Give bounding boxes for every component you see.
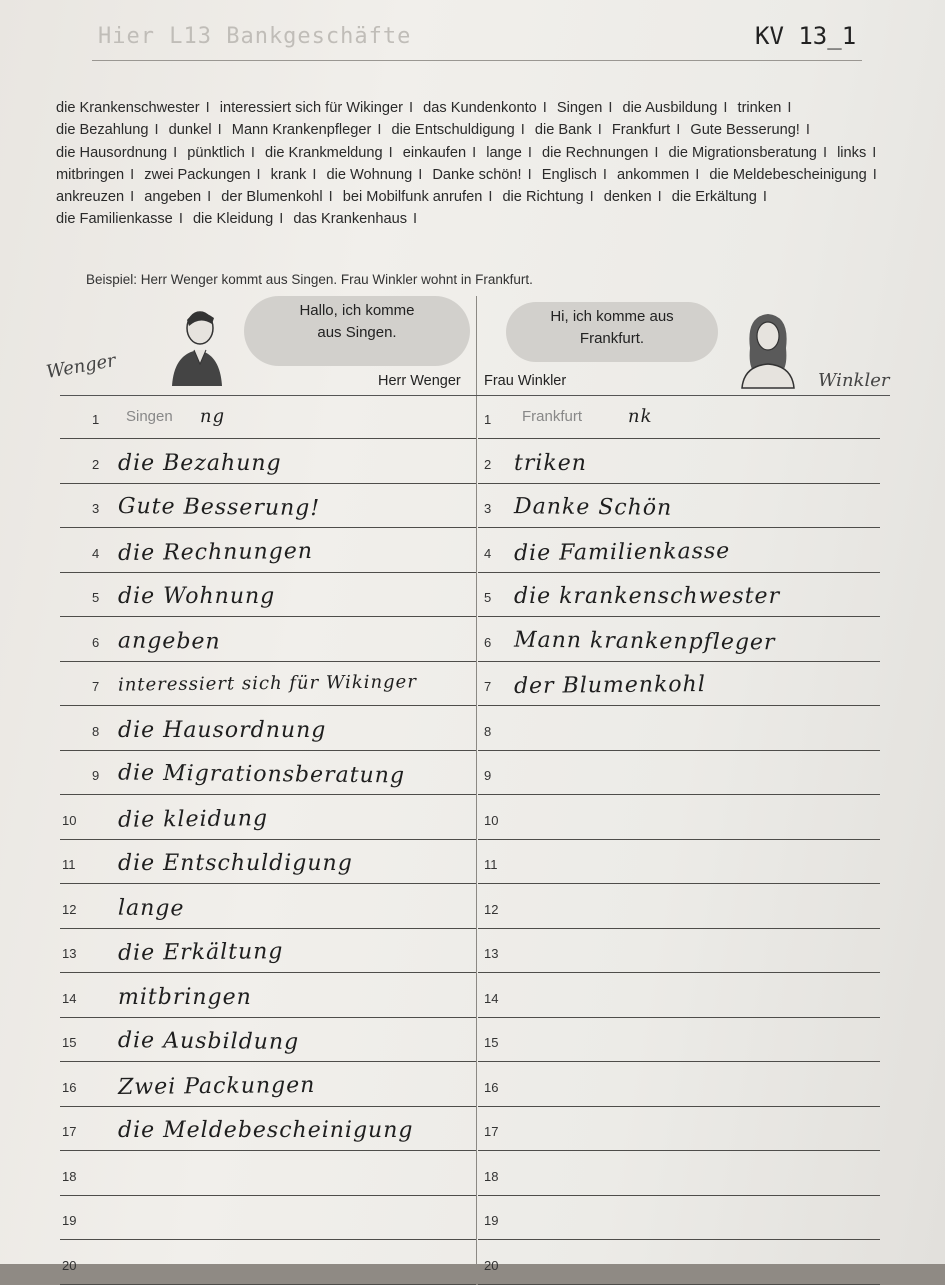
row-number: 7 xyxy=(92,679,100,694)
answer-line xyxy=(60,1061,476,1062)
handwritten-answer: die Rechnungen xyxy=(117,538,314,566)
row-number: 16 xyxy=(62,1079,77,1095)
row-number: 6 xyxy=(92,634,100,650)
word-box-item: die Erkältung xyxy=(671,189,757,206)
answer-line xyxy=(60,972,476,973)
word-separator: I xyxy=(418,166,423,183)
header-title: Hier L13 Bankgeschäfte xyxy=(98,24,412,49)
answer-line xyxy=(478,705,880,706)
row-number: 1 xyxy=(484,412,492,427)
answer-line xyxy=(60,616,476,617)
printed-example-word: Frankfurt xyxy=(522,408,583,425)
answer-line xyxy=(60,527,476,528)
handwritten-answer: lange xyxy=(117,895,185,921)
row-number: 9 xyxy=(92,768,100,783)
word-separator: I xyxy=(597,122,602,139)
word-separator: I xyxy=(872,144,877,161)
word-box-item: die Rechnungen xyxy=(542,144,649,161)
row-number: 20 xyxy=(484,1257,499,1273)
handwritten-answer: die Ausbildung xyxy=(117,1028,300,1055)
word-separator: I xyxy=(178,211,183,228)
answer-line xyxy=(478,839,880,840)
word-separator: I xyxy=(312,166,317,183)
answer-line xyxy=(478,1106,880,1107)
word-box-item: das Krankenhaus xyxy=(293,211,407,228)
word-separator: I xyxy=(217,122,222,139)
column-header-frau-winkler: Frau Winkler xyxy=(484,373,567,389)
handwritten-answer: die Wohnung xyxy=(118,584,276,609)
word-box-item: denken xyxy=(603,189,652,206)
word-box-item: Englisch xyxy=(541,166,597,183)
answer-line xyxy=(478,972,880,973)
word-box-item: Frankfurt xyxy=(611,122,671,139)
word-separator: I xyxy=(413,211,418,228)
word-separator: I xyxy=(205,100,210,116)
word-separator: I xyxy=(602,166,607,183)
row-number: 2 xyxy=(92,456,100,472)
row-number: 18 xyxy=(484,1168,499,1184)
answer-line xyxy=(60,1106,476,1107)
bubble-right-line-1: Hi, ich komme aus xyxy=(550,308,674,325)
answer-line xyxy=(60,1150,476,1151)
answer-line xyxy=(478,883,880,884)
word-box-item: lange xyxy=(486,144,522,161)
word-box-item: trinken xyxy=(737,100,782,116)
row-number: 4 xyxy=(92,545,100,561)
word-separator: I xyxy=(527,144,532,161)
row-number: 20 xyxy=(62,1257,77,1273)
word-separator: I xyxy=(589,189,594,206)
row-number: 7 xyxy=(484,679,492,694)
word-separator: I xyxy=(723,100,728,116)
word-box-item: die Bank xyxy=(534,122,592,139)
word-box-item: bei Mobilfunk anrufen xyxy=(342,189,483,206)
header-rule xyxy=(92,60,862,61)
answer-line xyxy=(60,750,476,751)
answer-line xyxy=(60,1284,476,1285)
row-number: 12 xyxy=(62,901,77,917)
answer-line xyxy=(478,1150,880,1151)
word-separator: I xyxy=(676,122,681,139)
word-separator: I xyxy=(388,144,393,161)
word-box-item: zwei Packungen xyxy=(144,166,251,183)
printed-example-word: Singen xyxy=(126,408,173,425)
handwritten-answer: interessiert sich für Wikinger xyxy=(117,671,417,696)
answer-line xyxy=(60,883,476,884)
word-box-item: die Richtung xyxy=(502,189,584,206)
word-box-item: das Kundenkonto xyxy=(423,100,537,116)
answer-line xyxy=(60,438,476,439)
handwritten-answer: ng xyxy=(199,405,226,428)
man-figure-icon xyxy=(168,304,224,386)
handwritten-answer: Danke Schön xyxy=(513,494,673,521)
word-separator: I xyxy=(279,211,284,228)
bubble-left-line-2: aus Singen. xyxy=(317,324,397,341)
row-number: 8 xyxy=(484,723,492,739)
word-separator: I xyxy=(695,166,700,183)
word-separator: I xyxy=(787,100,792,116)
answer-line xyxy=(478,527,880,528)
word-separator: I xyxy=(520,122,525,139)
word-separator: I xyxy=(130,189,135,206)
word-separator: I xyxy=(207,189,212,206)
word-separator: I xyxy=(250,144,255,161)
speech-bubble-left xyxy=(244,296,470,366)
word-box-item: die Bezahlung xyxy=(56,122,149,139)
row-number: 10 xyxy=(484,812,499,828)
handwritten-answer: Mann krankenpfleger xyxy=(513,627,776,655)
row-number: 17 xyxy=(62,1124,77,1139)
row-number: 5 xyxy=(92,590,100,605)
word-box-item: die Hausordnung xyxy=(56,144,168,161)
word-separator: I xyxy=(256,166,261,183)
handwritten-answer: der Blumenkohl xyxy=(513,671,706,700)
word-box-item: die Kleidung xyxy=(192,211,274,228)
bubble-left-line-1: Hallo, ich komme xyxy=(299,302,415,319)
row-number: 17 xyxy=(484,1124,499,1139)
row-number: 14 xyxy=(484,990,499,1006)
word-box-item: Gute Besserung! xyxy=(690,122,800,139)
word-box-item: die Ausbildung xyxy=(622,100,718,116)
row-number: 4 xyxy=(484,545,492,561)
word-box-item: ankreuzen xyxy=(56,189,125,206)
word-box-item: einkaufen xyxy=(402,144,467,161)
handwritten-answer: die Hausordnung xyxy=(118,717,327,743)
word-separator: I xyxy=(527,166,532,183)
word-separator: I xyxy=(872,166,877,183)
word-box-item: die Migrationsberatung xyxy=(668,144,817,161)
woman-figure-icon xyxy=(740,308,796,388)
word-box-item: die Wohnung xyxy=(326,166,413,183)
column-header-herr-wenger: Herr Wenger xyxy=(378,373,461,389)
word-separator: I xyxy=(608,100,613,116)
answer-line xyxy=(478,1017,880,1018)
row-number: 1 xyxy=(92,412,100,427)
answer-line xyxy=(478,1195,880,1196)
word-separator: I xyxy=(805,122,810,139)
speech-bubble-right xyxy=(506,302,718,362)
word-box-item: dunkel xyxy=(168,122,212,139)
answer-line xyxy=(478,928,880,929)
row-number: 3 xyxy=(484,501,492,516)
answer-line xyxy=(478,1239,880,1240)
word-separator: I xyxy=(173,144,178,161)
word-separator: I xyxy=(654,144,659,161)
answer-line xyxy=(478,750,880,751)
word-box-item: mitbringen xyxy=(56,166,125,183)
answer-line xyxy=(478,1284,880,1285)
row-number: 9 xyxy=(484,768,492,783)
word-separator: I xyxy=(542,100,547,116)
word-separator: I xyxy=(657,189,662,206)
row-number: 11 xyxy=(484,857,498,872)
row-number: 3 xyxy=(92,501,100,516)
word-separator: I xyxy=(409,100,414,116)
row-number: 19 xyxy=(62,1213,77,1228)
handwritten-answer: die Bezahung xyxy=(118,450,282,476)
handwritten-answer: die Entschuldigung xyxy=(118,851,353,876)
row-number: 15 xyxy=(484,1035,499,1050)
row-number: 8 xyxy=(92,723,100,739)
word-box-item: pünktlich xyxy=(187,144,245,161)
handwritten-answer: mitbringen xyxy=(118,984,252,1010)
word-box-item: der Blumenkohl xyxy=(221,189,323,206)
answer-line xyxy=(478,572,880,573)
bubble-right-line-2: Frankfurt. xyxy=(579,330,645,347)
handwritten-answer: nk xyxy=(627,405,653,428)
answer-line xyxy=(60,483,476,484)
word-box-item: Mann Krankenpfleger xyxy=(231,122,372,139)
handwritten-answer: die Familienkasse xyxy=(513,538,731,566)
answer-line xyxy=(60,572,476,573)
word-box-item: Danke schön! xyxy=(432,166,522,183)
word-box xyxy=(56,97,886,231)
word-box-item: die Entschuldigung xyxy=(391,122,515,139)
signature-wenger: Wenger xyxy=(44,350,118,383)
answer-line xyxy=(478,1061,880,1062)
answer-line xyxy=(478,616,880,617)
row-number: 13 xyxy=(62,946,77,961)
row-number: 19 xyxy=(484,1213,499,1228)
worksheet-code: KV 13_1 xyxy=(755,22,857,50)
answer-line xyxy=(478,483,880,484)
handwritten-answer: triken xyxy=(514,450,587,476)
word-separator: I xyxy=(488,189,493,206)
row-number: 6 xyxy=(484,634,492,650)
signature-winkler: Winkler xyxy=(818,370,890,391)
handwritten-answer: die Migrationsberatung xyxy=(117,760,406,789)
word-separator: I xyxy=(762,189,767,206)
word-box-item: ankommen xyxy=(617,166,690,183)
answer-line xyxy=(60,705,476,706)
row-number: 11 xyxy=(62,857,76,872)
word-box-item: die Familienkasse xyxy=(56,211,173,228)
word-box-item: die Meldebescheinigung xyxy=(709,166,867,183)
word-box-item: die Krankmeldung xyxy=(265,144,383,161)
answer-line xyxy=(478,794,880,795)
word-box-item: Singen xyxy=(556,100,603,116)
row-number: 10 xyxy=(62,812,77,828)
word-separator: I xyxy=(154,122,159,139)
handwritten-answer: Zwei Packungen xyxy=(117,1072,316,1100)
row-number: 5 xyxy=(484,590,492,605)
handwritten-answer: Gute Besserung! xyxy=(117,493,321,522)
answer-line xyxy=(60,661,476,662)
word-box-item: krank xyxy=(270,166,307,183)
answer-line xyxy=(60,839,476,840)
table-top-rule xyxy=(60,395,890,396)
answer-line xyxy=(478,438,880,439)
answer-line xyxy=(60,1239,476,1240)
handwritten-answer: die krankenschwester xyxy=(514,584,781,609)
example-sentence: Beispiel: Herr Wenger kommt aus Singen. Frau Winkler wohnt in Frankfurt. xyxy=(86,272,533,287)
word-box-item: links xyxy=(837,144,867,161)
answer-line xyxy=(60,794,476,795)
row-number: 14 xyxy=(62,990,77,1006)
row-number: 2 xyxy=(484,456,492,472)
row-number: 13 xyxy=(484,946,499,961)
row-number: 12 xyxy=(484,901,499,917)
word-box-item: angeben xyxy=(144,189,202,206)
word-separator: I xyxy=(472,144,477,161)
answer-line xyxy=(60,928,476,929)
word-box-item: interessiert sich für Wikinger xyxy=(219,100,404,116)
row-number: 16 xyxy=(484,1079,499,1095)
handwritten-answer: die kleidung xyxy=(117,805,269,833)
handwritten-answer: die Erkältung xyxy=(117,939,284,966)
answer-line xyxy=(478,661,880,662)
handwritten-answer: angeben xyxy=(117,627,221,655)
word-separator: I xyxy=(328,189,333,206)
answer-line xyxy=(60,1195,476,1196)
row-number: 15 xyxy=(62,1035,77,1050)
handwritten-answer: die Meldebescheinigung xyxy=(118,1118,414,1143)
answer-line xyxy=(60,1017,476,1018)
word-separator: I xyxy=(130,166,135,183)
word-separator: I xyxy=(822,144,827,161)
word-box-item: die Krankenschwester xyxy=(56,100,200,116)
column-divider xyxy=(476,296,477,1264)
row-number: 18 xyxy=(62,1168,77,1184)
word-separator: I xyxy=(377,122,382,139)
